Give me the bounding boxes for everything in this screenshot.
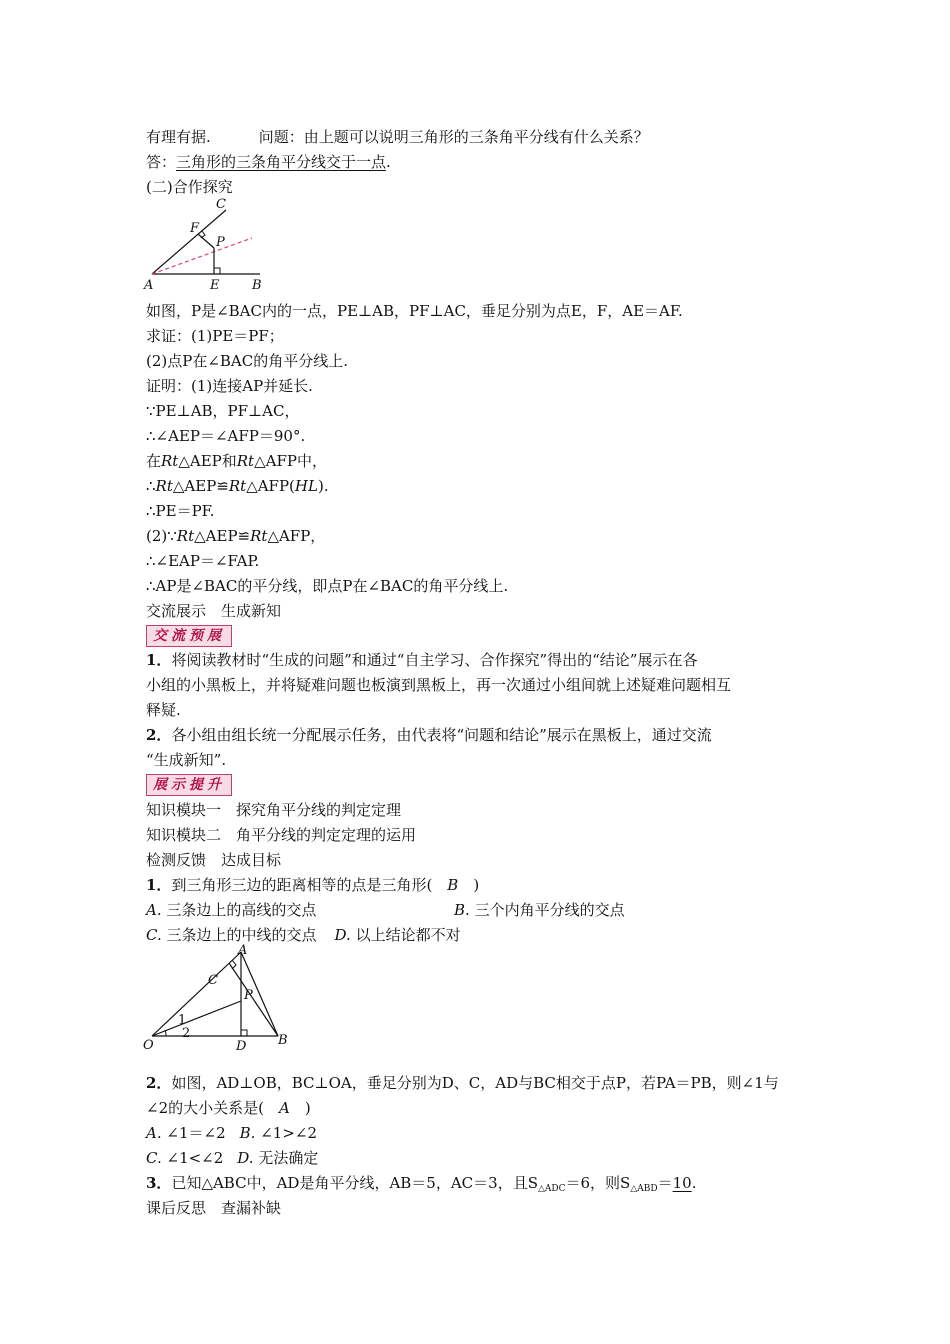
label-B: B [252, 278, 262, 293]
section-badge: 展示提升 [146, 774, 232, 796]
option-text: 以上结论都不对 [355, 926, 461, 944]
text-fragment: △AEP≌ [172, 477, 229, 495]
question-text: 问题：由上题可以说明三角形的三条角平分线有什么关系？ [258, 128, 649, 146]
option-text: ∠1＝∠2 [166, 1124, 226, 1142]
text-fragment: △AFP， [267, 527, 326, 545]
option-row [454, 900, 625, 920]
subscript: △ADC [537, 1184, 566, 1194]
item-text: 各小组由组长统一分配展示任务，由代表将“问题和结论”展示在黑板上，通过交流 [171, 726, 712, 744]
option-key: D. [334, 926, 351, 944]
question-2-cont [146, 1098, 311, 1118]
option-key: B. [454, 901, 470, 919]
question-number: 2． [146, 1074, 172, 1092]
option-text: ∠1>∠2 [260, 1124, 317, 1142]
answer-line [146, 152, 391, 172]
text-fragment: ∴ [146, 477, 156, 495]
question-text: ＝ [657, 1174, 673, 1192]
proof-step: 证明：(1)连接AP并延长. [146, 377, 313, 395]
punctuation: . [691, 1174, 697, 1192]
proof-step [146, 476, 329, 496]
option-row [146, 900, 316, 920]
option-row [146, 1148, 318, 1168]
text-fragment: Rt [155, 477, 173, 495]
item-text: 小组的小黑板上，并将疑难问题也板演到黑板上，再一次通过小组间就上述疑难问题相互 [146, 676, 732, 694]
section-badge: 交流预展 [146, 625, 232, 647]
question-3 [146, 1173, 697, 1199]
question-text: 已知△ABC中，AD是角平分线，AB＝5，AC＝3，且S [171, 1174, 538, 1192]
answer: 10 [672, 1174, 692, 1192]
question-1 [146, 875, 479, 895]
label-A: A [238, 944, 248, 958]
option-row [146, 925, 461, 945]
text-fragment: 有理有据. [146, 128, 211, 146]
punctuation: . [386, 153, 391, 171]
question-text: 如图，AD⊥OB，BC⊥OA，垂足分别为D、C，AD与BC相交于点P，若PA＝PB，则∠1与 [171, 1074, 779, 1092]
item-number: 1． [146, 651, 172, 669]
proof-step [146, 526, 325, 546]
punctuation: ) [458, 876, 480, 894]
question-2 [146, 1073, 779, 1093]
text-line [146, 127, 649, 147]
item-text: “生成新知”. [146, 751, 227, 769]
prove-2: (2)点P在∠BAC的角平分线上. [146, 352, 349, 370]
item-text: 将阅读教材时“生成的问题”和通过“自主学习、合作探究”得出的“结论”展示在各 [171, 651, 698, 669]
label-A: A [144, 278, 154, 293]
item-text: 释疑. [146, 701, 181, 719]
subscript: △ABD [630, 1184, 658, 1194]
numbered-item [146, 650, 697, 670]
punctuation: ) [289, 1099, 311, 1117]
numbered-item [146, 725, 712, 745]
option-key: A. [146, 1124, 162, 1142]
text-fragment: 在 [146, 452, 162, 470]
option-row [146, 1123, 317, 1143]
text-fragment: △AFP( [246, 477, 295, 495]
label-C: C [216, 197, 226, 212]
label-C: C [208, 973, 218, 988]
option-text: ∠1<∠2 [166, 1149, 224, 1167]
text-fragment: Rt [161, 452, 179, 470]
label-2: 2 [182, 1026, 191, 1041]
module-heading: 知识模块一 探究角平分线的判定定理 [146, 801, 402, 819]
answer: B [447, 876, 459, 894]
proof-step: ∵PE⊥AB，PF⊥AC， [146, 402, 300, 420]
angle-bisector-figure [140, 196, 280, 296]
text-fragment: Rt [176, 527, 195, 545]
section-heading: 检测反馈 达成目标 [146, 851, 282, 869]
proof-step: ∴AP是∠BAC的平分线，即点P在∠BAC的角平分线上. [146, 577, 509, 595]
item-number: 2． [146, 726, 172, 744]
module-heading: 知识模块二 角平分线的判定定理的运用 [146, 826, 417, 844]
text-fragment: (2)∵ [146, 527, 177, 545]
option-key: A. [146, 901, 162, 919]
question-text: ＝6，则S [565, 1174, 631, 1192]
answer-text: 三角形的三条角平分线交于一点 [176, 153, 387, 171]
label-O: O [143, 1038, 154, 1053]
label-D: D [236, 1039, 247, 1054]
section-heading: (二)合作探究 [146, 178, 233, 196]
option-key: C. [146, 1149, 162, 1167]
answer-label: 答： [146, 153, 177, 171]
answer: A [278, 1099, 290, 1117]
problem-statement: 如图，P是∠BAC内的一点，PE⊥AB，PF⊥AC，垂足分别为点E，F，AE＝AF. [146, 302, 683, 320]
label-P: P [244, 988, 253, 1003]
proof-step: ∴∠EAP＝∠FAP. [146, 552, 260, 570]
question-number: 3． [146, 1174, 172, 1192]
question-text: 到三角形三边的距离相等的点是三角形( [171, 876, 448, 894]
question-number: 1． [146, 876, 172, 894]
label-F: F [190, 221, 200, 236]
section-heading: 交流展示 生成新知 [146, 602, 282, 620]
section-heading: 课后反思 查漏补缺 [146, 1199, 282, 1217]
option-key: B. [239, 1124, 256, 1142]
prove-1: 求证：(1)PE＝PF； [146, 327, 284, 345]
text-fragment: Rt [236, 452, 255, 470]
proof-step: ∴PE＝PF. [146, 502, 215, 520]
geometry-figure [140, 944, 300, 1056]
option-text: 三条边上的高线的交点 [166, 901, 317, 919]
text-fragment: △AFP中， [254, 452, 327, 470]
label-P: P [216, 235, 225, 250]
proof-step [146, 451, 327, 471]
text-fragment: Rt [250, 527, 268, 545]
label-E: E [210, 278, 220, 293]
text-fragment: Rt [228, 477, 247, 495]
option-key: D. [237, 1149, 254, 1167]
text-fragment: ). [317, 477, 329, 495]
label-B: B [278, 1033, 288, 1048]
proof-step: ∴∠AEP＝∠AFP＝90°. [146, 427, 306, 445]
question-text: ∠2的大小关系是( [146, 1099, 279, 1117]
text-fragment: △AEP和 [178, 452, 237, 470]
label-1: 1 [178, 1013, 187, 1028]
option-text: 三条边上的中线的交点 [166, 926, 317, 944]
option-text: 三个内角平分线的交点 [474, 901, 625, 919]
text-fragment: HL [294, 477, 318, 495]
text-fragment: △AEP≌ [194, 527, 251, 545]
option-text: 无法确定 [258, 1149, 319, 1167]
option-key: C. [146, 926, 162, 944]
